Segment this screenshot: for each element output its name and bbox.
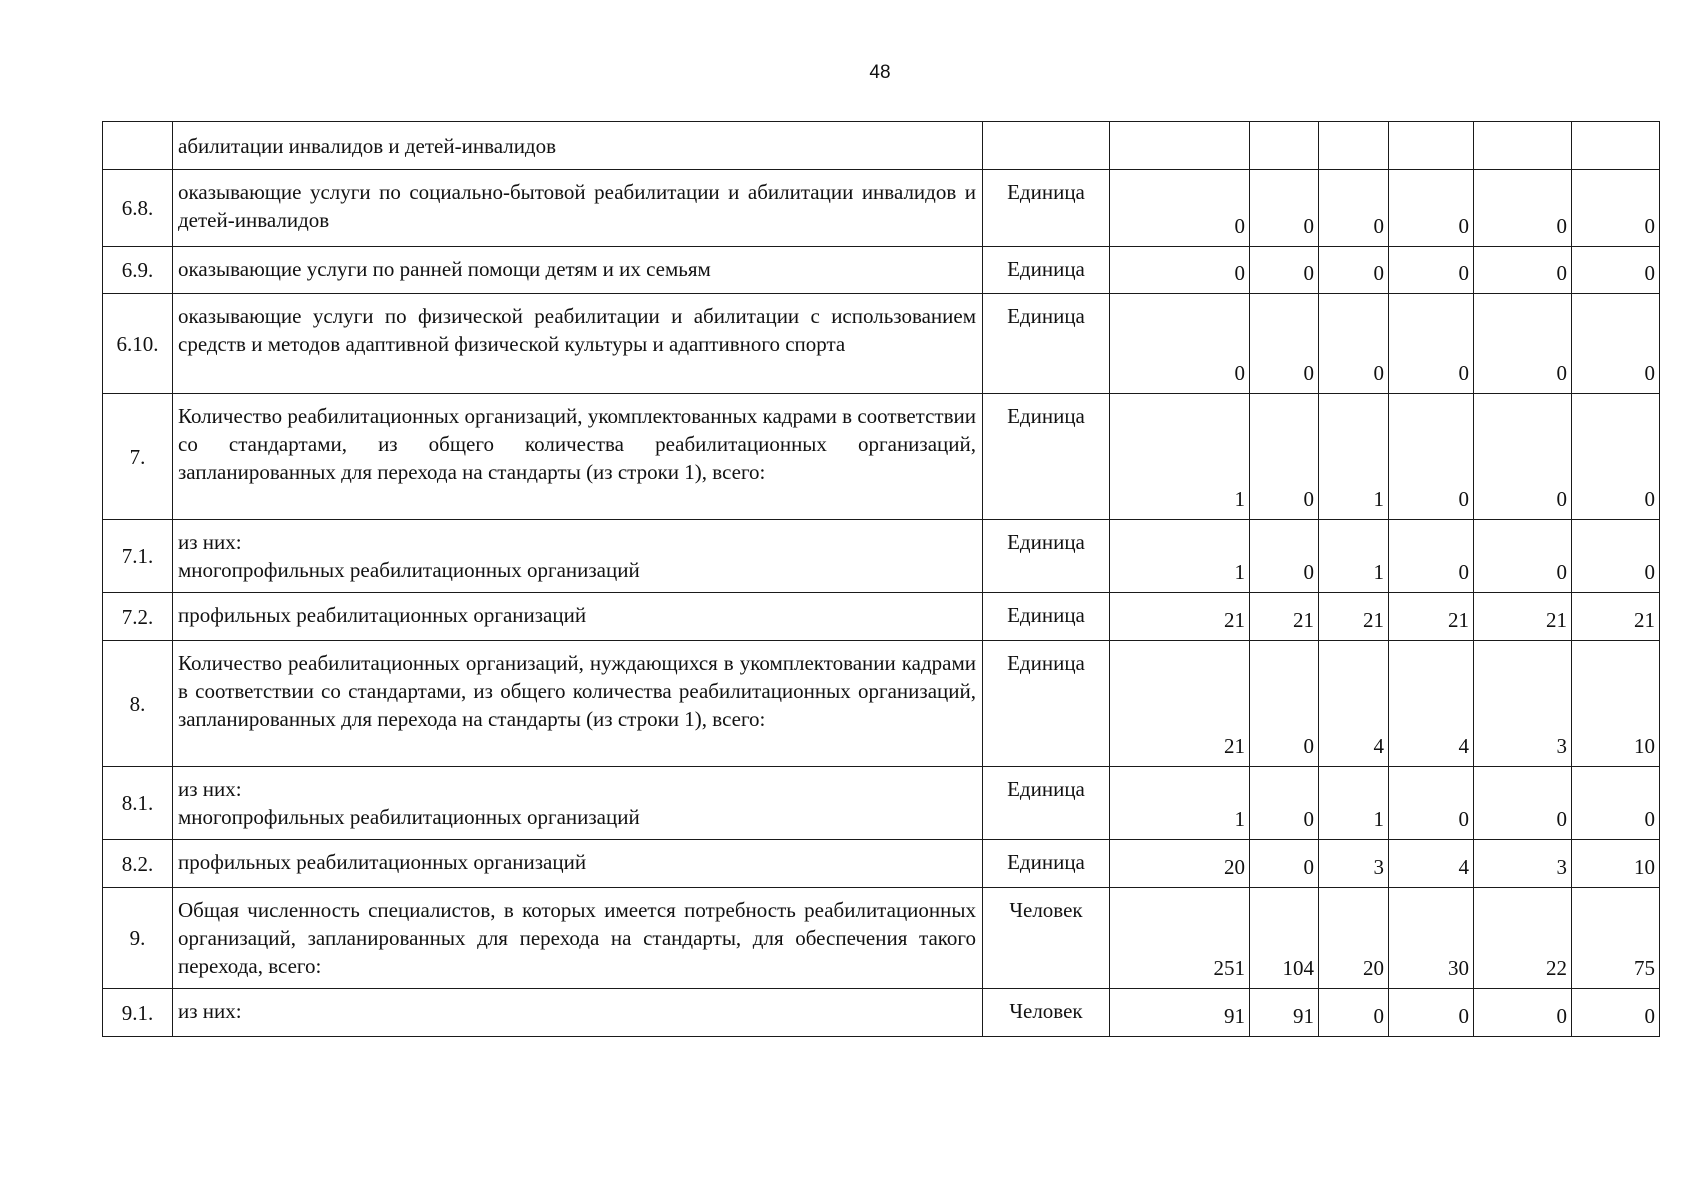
table-row xyxy=(103,888,1660,989)
row-value: 4 xyxy=(1389,641,1474,767)
row-value: 1 xyxy=(1110,520,1250,593)
row-description: профильных реабилитационных организаций xyxy=(173,840,983,888)
row-value: 0 xyxy=(1572,989,1660,1037)
row-value: 3 xyxy=(1319,840,1389,888)
row-value: 1 xyxy=(1110,767,1250,840)
row-description-line: многопрофильных реабилитационных организаций xyxy=(178,558,640,582)
row-value: 0 xyxy=(1572,247,1660,294)
row-value xyxy=(1250,122,1319,170)
row-value: 0 xyxy=(1572,767,1660,840)
row-value xyxy=(1319,122,1389,170)
row-number: 7.1. xyxy=(103,520,173,593)
indicators-table xyxy=(102,121,1660,1037)
row-value: 0 xyxy=(1389,520,1474,593)
row-value: 0 xyxy=(1110,247,1250,294)
row-value: 0 xyxy=(1572,294,1660,394)
row-value: 10 xyxy=(1572,840,1660,888)
row-unit: Единица xyxy=(983,767,1110,840)
row-number: 8. xyxy=(103,641,173,767)
row-number: 8.2. xyxy=(103,840,173,888)
row-value: 91 xyxy=(1110,989,1250,1037)
row-value: 21 xyxy=(1319,593,1389,641)
row-value: 0 xyxy=(1250,170,1319,247)
row-number: 6.8. xyxy=(103,170,173,247)
row-description: оказывающие услуги по социально-бытовой реабилитации и абилитации инвалидов и детей-инвалидов xyxy=(173,170,983,247)
row-description-line: из них: xyxy=(178,777,242,801)
row-unit: Человек xyxy=(983,888,1110,989)
page-number: 48 xyxy=(869,62,891,83)
row-value: 0 xyxy=(1389,394,1474,520)
row-description-line: из них: xyxy=(178,530,242,554)
row-value: 21 xyxy=(1572,593,1660,641)
row-value: 22 xyxy=(1474,888,1572,989)
row-unit: Единица xyxy=(983,641,1110,767)
row-value: 0 xyxy=(1474,247,1572,294)
row-value: 0 xyxy=(1389,294,1474,394)
row-number: 9.1. xyxy=(103,989,173,1037)
row-unit xyxy=(983,122,1110,170)
row-description: Количество реабилитационных организаций, укомплектованных кадрами в соответствии со стандартами, из общего количества реабилитационных организаций, запланированных для перехода на стандарты (из строки 1), всего: xyxy=(173,394,983,520)
row-value: 0 xyxy=(1250,294,1319,394)
table-row xyxy=(103,170,1660,247)
table-row xyxy=(103,593,1660,641)
row-value: 3 xyxy=(1474,641,1572,767)
row-description: Общая численность специалистов, в которых имеется потребность реабилитационных организаций, запланированных для перехода на стандарты, для обеспечения такого перехода, всего: xyxy=(173,888,983,989)
row-unit: Единица xyxy=(983,170,1110,247)
row-description: Количество реабилитационных организаций, нуждающихся в укомплектовании кадрами в соответствии со стандартами, из общего количества реабилитационных организаций, запланированных для перехода на стандарты (из строки 1), всего: xyxy=(173,641,983,767)
row-value: 0 xyxy=(1250,840,1319,888)
row-value: 0 xyxy=(1110,170,1250,247)
row-unit: Единица xyxy=(983,294,1110,394)
row-value xyxy=(1572,122,1660,170)
table-row xyxy=(103,989,1660,1037)
row-value: 1 xyxy=(1110,394,1250,520)
row-description-line: многопрофильных реабилитационных организаций xyxy=(178,805,640,829)
row-description: оказывающие услуги по ранней помощи детям и их семьям xyxy=(173,247,983,294)
row-unit: Единица xyxy=(983,247,1110,294)
row-description xyxy=(173,520,983,593)
table-row xyxy=(103,520,1660,593)
row-value: 0 xyxy=(1474,394,1572,520)
row-value: 20 xyxy=(1110,840,1250,888)
table-row xyxy=(103,247,1660,294)
row-value: 4 xyxy=(1389,840,1474,888)
row-value: 21 xyxy=(1110,593,1250,641)
row-value: 30 xyxy=(1389,888,1474,989)
row-unit: Человек xyxy=(983,989,1110,1037)
row-value: 0 xyxy=(1474,989,1572,1037)
row-unit: Единица xyxy=(983,840,1110,888)
row-value: 0 xyxy=(1572,520,1660,593)
row-number: 6.10. xyxy=(103,294,173,394)
row-value: 3 xyxy=(1474,840,1572,888)
row-value: 0 xyxy=(1572,170,1660,247)
row-number xyxy=(103,122,173,170)
row-value: 0 xyxy=(1389,767,1474,840)
row-value xyxy=(1389,122,1474,170)
row-description xyxy=(173,767,983,840)
row-number: 6.9. xyxy=(103,247,173,294)
row-value: 0 xyxy=(1319,247,1389,294)
row-value: 0 xyxy=(1319,294,1389,394)
row-description: оказывающие услуги по физической реабилитации и абилитации с использованием средств и методов адаптивной физической культуры и адаптивного спорта xyxy=(173,294,983,394)
row-value: 0 xyxy=(1474,170,1572,247)
row-description: абилитации инвалидов и детей-инвалидов xyxy=(173,122,983,170)
row-value: 21 xyxy=(1474,593,1572,641)
row-value: 251 xyxy=(1110,888,1250,989)
row-value: 20 xyxy=(1319,888,1389,989)
row-unit: Единица xyxy=(983,394,1110,520)
row-number: 7.2. xyxy=(103,593,173,641)
row-value: 10 xyxy=(1572,641,1660,767)
row-value: 0 xyxy=(1474,520,1572,593)
row-number: 9. xyxy=(103,888,173,989)
row-value: 0 xyxy=(1250,767,1319,840)
row-value: 0 xyxy=(1250,520,1319,593)
row-value: 0 xyxy=(1389,170,1474,247)
row-value: 0 xyxy=(1389,247,1474,294)
row-number: 8.1. xyxy=(103,767,173,840)
row-value: 0 xyxy=(1250,394,1319,520)
row-unit: Единица xyxy=(983,593,1110,641)
row-value: 0 xyxy=(1389,989,1474,1037)
row-description: из них: xyxy=(173,989,983,1037)
row-value: 4 xyxy=(1319,641,1389,767)
row-value: 21 xyxy=(1110,641,1250,767)
row-value: 0 xyxy=(1474,767,1572,840)
row-value: 104 xyxy=(1250,888,1319,989)
table-row xyxy=(103,767,1660,840)
row-value: 0 xyxy=(1319,170,1389,247)
row-value: 1 xyxy=(1319,394,1389,520)
row-value: 0 xyxy=(1110,294,1250,394)
row-value: 21 xyxy=(1389,593,1474,641)
row-value: 91 xyxy=(1250,989,1319,1037)
row-value xyxy=(1474,122,1572,170)
table-row xyxy=(103,641,1660,767)
row-value: 1 xyxy=(1319,767,1389,840)
table-row xyxy=(103,394,1660,520)
row-value xyxy=(1110,122,1250,170)
row-description: профильных реабилитационных организаций xyxy=(173,593,983,641)
row-value: 75 xyxy=(1572,888,1660,989)
table-row xyxy=(103,294,1660,394)
row-value: 0 xyxy=(1474,294,1572,394)
row-value: 21 xyxy=(1250,593,1319,641)
row-value: 0 xyxy=(1250,641,1319,767)
row-value: 0 xyxy=(1319,989,1389,1037)
row-value: 1 xyxy=(1319,520,1389,593)
row-number: 7. xyxy=(103,394,173,520)
row-value: 0 xyxy=(1572,394,1660,520)
table-row-continuation xyxy=(103,122,1660,170)
table-row xyxy=(103,840,1660,888)
row-unit: Единица xyxy=(983,520,1110,593)
row-value: 0 xyxy=(1250,247,1319,294)
table-body xyxy=(103,122,1660,1037)
